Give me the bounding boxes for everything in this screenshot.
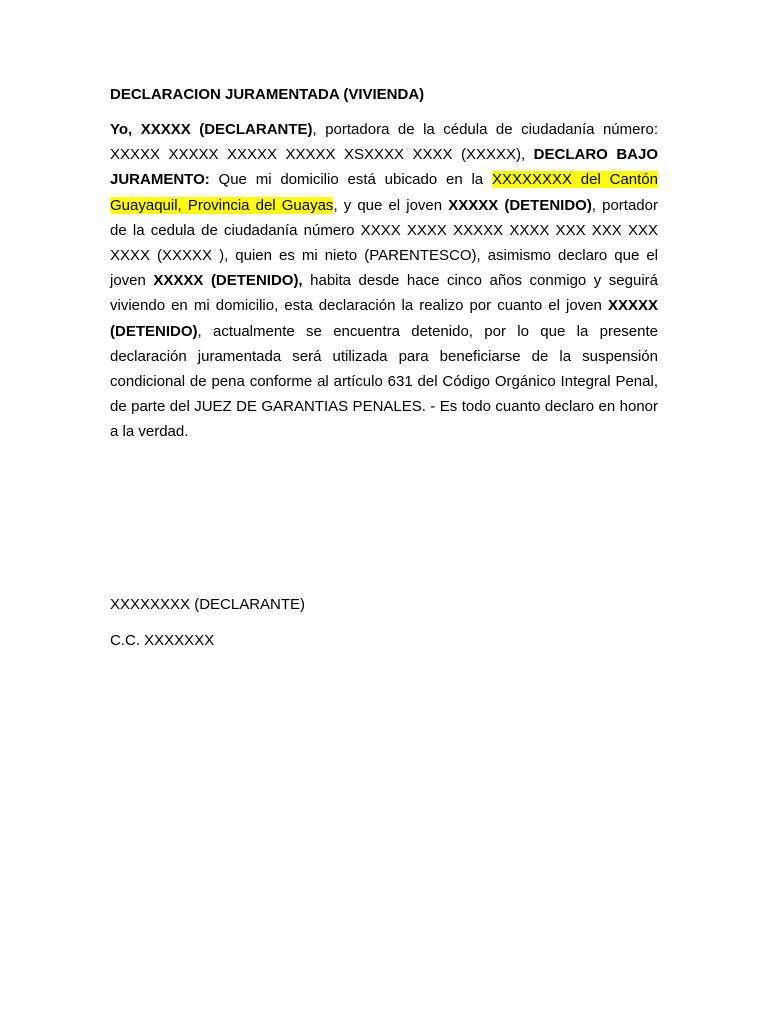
signature-id: C.C. XXXXXXX: [110, 632, 215, 649]
run-joven-intro: , y que el joven: [333, 196, 449, 214]
document-title: DECLARACION JURAMENTADA (VIVIENDA): [110, 86, 425, 103]
run-address-highlight: XXXXXXXX del Cantón Guayaquil, Provincia del Guayas: [110, 171, 658, 214]
run-id-number: , portadora de la cédula de ciudadanía número: XXXXX XXXXX XXXXX XXXXX XSXXXX XXXX (XXXXX),: [110, 121, 658, 164]
run-domicile-intro: Que mi domicilio está ubicado en la: [209, 171, 492, 189]
run-detenido-1: XXXXX (DETENIDO): [448, 196, 592, 214]
run-declaro-bajo-juramento: DECLARO BAJO JURAMENTO:: [110, 146, 658, 189]
run-declarant-intro: Yo, XXXXX (DECLARANTE): [110, 121, 313, 138]
signature-name: XXXXXXXX (DECLARANTE): [110, 596, 306, 613]
run-detenido-3: XXXXX (DETENIDO): [110, 297, 658, 340]
run-closing: , actualmente se encuentra detenido, por lo que la presente declaración juramentada será utilizada para beneficiarse de la suspensión condicional de pena conforme al artículo 631 del Código Orgánico Integral Penal, de parte del JUEZ DE GARANTIAS PENALES. - Es todo cuanto declaro en honor a la verdad.: [110, 322, 658, 441]
declaration-paragraph: [110, 117, 658, 445]
run-detenido-id: , portador de la cedula de ciudadanía número XXXX XXXX XXXXX XXXX XXX XXX XXX XXXX (XXXXX ), quien es mi nieto (PARENTESCO), asimismo declaro que el joven: [110, 196, 658, 290]
run-habita: habita desde hace cinco años conmigo y seguirá viviendo en mi domicilio, esta declaración la realizo por cuanto el joven: [110, 272, 659, 315]
run-detenido-2: XXXXX (DETENIDO),: [153, 272, 303, 290]
